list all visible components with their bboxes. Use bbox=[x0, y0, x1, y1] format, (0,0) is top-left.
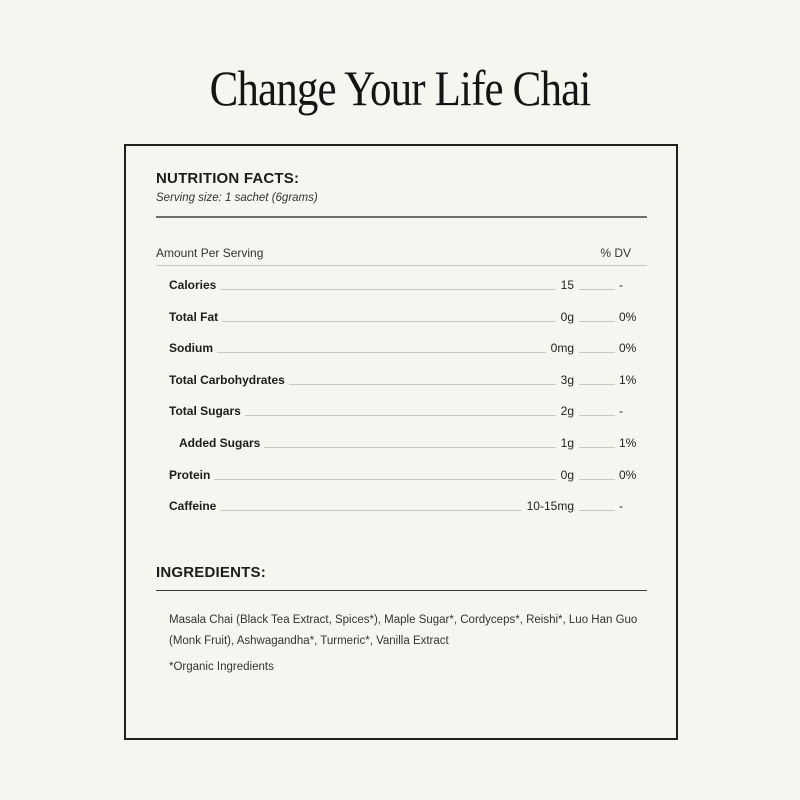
nutrient-dv: - bbox=[619, 404, 623, 419]
leader-line bbox=[579, 468, 615, 480]
nutrition-panel bbox=[124, 144, 678, 740]
leader-line bbox=[220, 278, 555, 290]
nutrient-dv: 1% bbox=[619, 435, 637, 450]
amount-per-serving-label: Amount Per Serving bbox=[156, 246, 264, 260]
nutrient-label: Total Carbohydrates bbox=[169, 372, 285, 387]
nutrient-label: Total Fat bbox=[169, 309, 219, 324]
nutrient-row-total-sugars bbox=[169, 404, 639, 436]
nutrient-dv: 0% bbox=[619, 467, 637, 482]
dv-header: % DV bbox=[600, 246, 631, 260]
nutrient-row-sodium bbox=[169, 341, 639, 373]
nutrient-dv: - bbox=[619, 499, 623, 514]
leader-line bbox=[245, 404, 556, 416]
nutrient-row-total-fat bbox=[169, 310, 639, 342]
nutrient-amount: 10-15mg bbox=[526, 499, 574, 514]
leader-line bbox=[217, 341, 546, 353]
nutrient-dv: - bbox=[619, 278, 623, 292]
nutrient-dv: 0% bbox=[619, 309, 637, 324]
divider bbox=[156, 265, 647, 266]
organic-footnote: *Organic Ingredients bbox=[169, 661, 274, 673]
leader-line bbox=[579, 278, 615, 290]
divider bbox=[156, 590, 647, 591]
divider bbox=[156, 216, 647, 218]
leader-line bbox=[579, 404, 615, 416]
nutrient-amount: 0mg bbox=[550, 341, 574, 356]
nutrient-row-calories bbox=[169, 278, 639, 310]
nutrient-dv: 0% bbox=[619, 341, 637, 356]
leader-line bbox=[579, 373, 615, 385]
page-title: Change Your Life Chai bbox=[209, 60, 591, 116]
leader-line bbox=[579, 310, 615, 322]
leader-line bbox=[214, 468, 555, 480]
nutrient-amount: 1g bbox=[560, 435, 574, 450]
nutrient-dv: 1% bbox=[619, 372, 637, 387]
amount-header-row bbox=[156, 246, 631, 260]
leader-line bbox=[579, 499, 615, 511]
nutrient-row-total-carbohydrates bbox=[169, 373, 639, 405]
nutrient-label: Calories bbox=[169, 278, 217, 292]
nutrient-row-caffeine bbox=[169, 499, 639, 531]
nutrient-amount: 15 bbox=[560, 278, 574, 292]
nutrient-amount: 3g bbox=[560, 372, 574, 387]
nutrient-amount: 0g bbox=[560, 467, 574, 482]
ingredients-list: Masala Chai (Black Tea Extract, Spices*), Maple Sugar*, Cordyceps*, Reishi*, Luo Han Guo (Monk Fruit), Ashwagandha*, Turmeric*, Vanilla Extract bbox=[169, 614, 638, 647]
nutrition-facts-heading: NUTRITION FACTS: bbox=[156, 170, 300, 187]
nutrient-label: Added Sugars bbox=[179, 435, 261, 450]
serving-size: Serving size: 1 sachet (6grams) bbox=[156, 192, 318, 204]
nutrient-amount: 2g bbox=[560, 404, 574, 419]
nutrient-label: Caffeine bbox=[169, 499, 217, 514]
leader-line bbox=[220, 499, 521, 511]
nutrient-label: Sodium bbox=[169, 341, 213, 356]
nutrition-rows bbox=[169, 278, 639, 531]
nutrient-label: Total Sugars bbox=[169, 404, 241, 419]
leader-line bbox=[579, 436, 615, 448]
leader-line bbox=[222, 310, 556, 322]
nutrient-amount: 0g bbox=[560, 309, 574, 324]
ingredients-heading: INGREDIENTS: bbox=[156, 564, 266, 581]
nutrient-label: Protein bbox=[169, 467, 211, 482]
leader-line bbox=[289, 373, 556, 385]
nutrient-row-protein bbox=[169, 468, 639, 500]
nutrient-row-added-sugars bbox=[169, 436, 639, 468]
leader-line bbox=[264, 436, 555, 448]
leader-line bbox=[579, 341, 615, 353]
